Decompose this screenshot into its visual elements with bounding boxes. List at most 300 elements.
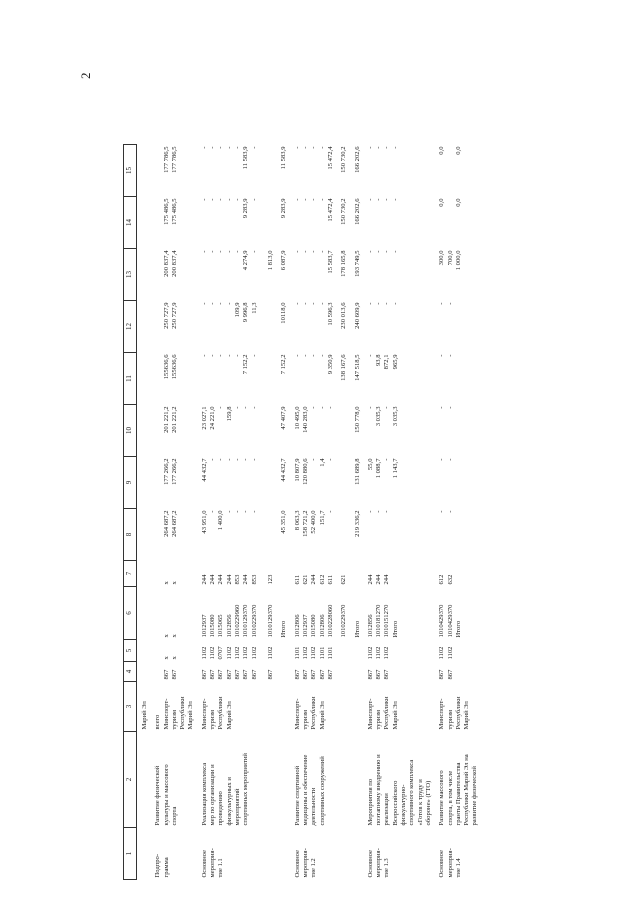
cell-line: [259, 511, 267, 559]
column-header: 15: [124, 145, 137, 197]
column-header: 10: [124, 405, 137, 457]
empty-cell: [350, 828, 363, 880]
cell-line: 1 000,0: [454, 250, 462, 271]
cell-c1: Основное мероприя- тие 1.4: [438, 848, 462, 878]
cell-c8: [150, 509, 196, 561]
cell-line: [154, 303, 162, 351]
cell-c10: 150 778,0: [353, 406, 361, 433]
cell-line: 264 687,2: [162, 510, 170, 537]
cell-line: 853: [250, 574, 258, 585]
cell-c14: [137, 197, 151, 249]
cell-line: -: [383, 406, 391, 409]
cell-line: -: [233, 146, 241, 149]
cell-line: -: [438, 458, 446, 461]
cell-line: [154, 589, 162, 638]
cell-line: -: [233, 354, 241, 357]
cell-line: Республики: [217, 696, 225, 730]
cell-line: -: [217, 354, 225, 357]
cell-c10: [290, 405, 336, 457]
cell-c7: [150, 561, 196, 587]
cell-line: -: [209, 354, 217, 357]
cell-line: -: [310, 198, 318, 201]
cell-line: [154, 563, 162, 585]
cell-line: -: [391, 198, 399, 201]
cell-c2: [137, 732, 151, 828]
cell-line: [154, 199, 162, 247]
cell-line: 867: [162, 669, 170, 680]
cell-line: -: [200, 146, 208, 149]
cell-line: 1010229370: [250, 604, 258, 638]
cell-line: 177 266,2: [170, 458, 178, 485]
cell-line: Минспорт-: [162, 698, 170, 730]
cell-line: 1015080: [209, 614, 217, 638]
cell-line: -: [217, 406, 225, 409]
cell-line: -: [242, 458, 250, 461]
cell-line: 264 687,2: [170, 510, 178, 537]
cell-line: 244: [217, 574, 225, 585]
cell-itogo: Итого: [280, 620, 288, 638]
cell-line: 159,8: [225, 406, 233, 422]
cell-line: 0,0: [438, 146, 446, 155]
table-row: [197, 145, 277, 880]
cell-c1: Основное мероприя- тие 1.1: [200, 848, 225, 878]
cell-c11: 147 518,5: [353, 354, 361, 381]
cell-c15: 166 202,6: [353, 146, 361, 173]
cell-line: 867: [250, 669, 258, 680]
cell-line: 43 951,0: [200, 510, 208, 534]
cell-line: -: [302, 198, 310, 201]
cell-line: 867: [233, 669, 241, 680]
cell-line: -: [326, 510, 334, 513]
cell-c9: [290, 457, 336, 509]
cell-line: -: [318, 146, 326, 149]
cell-line: 109,9: [233, 302, 241, 318]
cell-c4: [434, 662, 480, 682]
cell-line: 867: [170, 669, 178, 680]
cell-c14: 166 202,6: [353, 198, 361, 225]
cell-c14: [150, 197, 196, 249]
cell-c6: 1010229370: [340, 604, 348, 638]
cell-line: -: [383, 510, 391, 513]
cell-line: 867: [200, 669, 208, 680]
cell-line: 867: [225, 669, 233, 680]
cell-line: 867: [326, 669, 334, 680]
cell-line: -: [233, 198, 241, 201]
cell-line: [267, 199, 275, 247]
cell-line: 9 996,8: [242, 302, 250, 323]
cell-c8: [197, 509, 277, 561]
cell-line: 1010129370: [267, 604, 275, 638]
cell-c13: 178 165,8: [340, 250, 348, 277]
cell-line: [259, 251, 267, 299]
cell-line: 1101: [326, 646, 334, 660]
cell-c14: [290, 197, 336, 249]
cell-line: 177 786,5: [170, 146, 178, 173]
cell-line: 244: [225, 574, 233, 585]
cell-line: Республики: [179, 696, 187, 730]
cell-line: 177 266,2: [162, 458, 170, 485]
cell-c8: [137, 509, 151, 561]
cell-c15: [290, 145, 336, 197]
cell-c2: Мероприятия по поэтапному внедрению и реализации Всероссийского физкультурно- спортивного комплекса «Готов к труду и обороне» (ГТО): [366, 754, 432, 826]
cell-line: 3 035,3: [375, 406, 383, 427]
cell-line: x: [170, 656, 178, 660]
table-row: [150, 145, 196, 880]
cell-line: 11,3: [250, 302, 258, 314]
cell-line: 244: [209, 574, 217, 585]
cell-c9: 131 689,8: [353, 458, 361, 485]
cell-c3: [363, 682, 434, 732]
cell-line: 1102: [438, 646, 446, 660]
cell-line: 9 350,9: [326, 354, 334, 375]
empty-cell: [350, 662, 363, 682]
cell-line: -: [250, 354, 258, 357]
cell-line: 244: [242, 574, 250, 585]
cell-line: -: [293, 354, 301, 357]
cell-c4: [150, 662, 196, 682]
cell-line: [154, 642, 162, 660]
cell-line: -: [366, 146, 374, 149]
column-header: 2: [124, 732, 137, 828]
cell-line: 120 880,6: [302, 458, 310, 485]
cell-line: 1010181270: [375, 604, 383, 638]
cell-c5: [290, 640, 336, 662]
cell-c14: [363, 197, 434, 249]
cell-line: туризм: [302, 709, 310, 730]
cell-line: [267, 303, 275, 351]
cell-line: 52 400,0: [310, 510, 318, 534]
cell-line: -: [375, 250, 383, 253]
cell-line: 611: [293, 574, 301, 585]
cell-c10: [150, 405, 196, 457]
cell-c2: Развитие спортивной медицины и обеспечение деятельности спортивных сооружений: [293, 754, 326, 826]
cell-line: -: [375, 198, 383, 201]
cell-line: -: [383, 198, 391, 201]
cell-c11: 7 152,2: [280, 354, 288, 375]
cell-line: 15 583,7: [326, 250, 334, 274]
cell-c11: [197, 353, 277, 405]
cell-line: -: [233, 510, 241, 513]
cell-line: 55,0: [366, 458, 374, 471]
cell-line: -: [233, 458, 241, 461]
cell-line: 44 432,7: [200, 458, 208, 482]
cell-line: [267, 147, 275, 195]
cell-line: 158 721,2: [302, 510, 310, 537]
column-header: 7: [124, 561, 137, 587]
table-row: [290, 145, 336, 880]
cell-line: -: [225, 146, 233, 149]
cell-c14: 150 730,2: [340, 198, 348, 225]
cell-line: 0,0: [438, 198, 446, 207]
cell-line: -: [310, 250, 318, 253]
cell-c4: [137, 662, 151, 682]
cell-line: туризм: [375, 709, 383, 730]
cell-line: 621: [302, 574, 310, 585]
cell-line: 0707: [217, 646, 225, 660]
table-row: [434, 145, 480, 880]
cell-line: [154, 355, 162, 403]
cell-line: -: [217, 198, 225, 201]
empty-cell: [276, 682, 289, 732]
cell-line: -: [391, 146, 399, 149]
cell-line: 1010151270: [383, 604, 391, 638]
cell-line: Марий Эл: [141, 701, 148, 730]
cell-line: Марий Эл: [187, 701, 195, 730]
column-header: 11: [124, 353, 137, 405]
cell-c11: [434, 353, 480, 405]
cell-c9: [363, 457, 434, 509]
cell-line: [267, 459, 275, 507]
cell-line: 700,0: [446, 250, 454, 266]
cell-c1: [137, 828, 151, 880]
cell-c11: [363, 353, 434, 405]
cell-line: -: [302, 354, 310, 357]
column-header: 4: [124, 662, 137, 682]
cell-line: Республики: [310, 696, 318, 730]
empty-cell: [350, 640, 363, 662]
cell-line: 151,7: [318, 510, 326, 526]
cell-c13: 6 087,9: [280, 250, 288, 271]
cell-c3: [150, 682, 196, 732]
cell-c15: [137, 145, 151, 197]
cell-line: -: [225, 458, 233, 461]
cell-line: 155636,6: [170, 354, 178, 380]
cell-line: x: [162, 656, 170, 660]
cell-line: 1102: [366, 646, 374, 660]
table-row: [137, 145, 151, 880]
cell-line: Марий Эл: [225, 701, 233, 730]
cell-c12: [137, 301, 151, 353]
empty-cell: [276, 640, 289, 662]
cell-line: 867: [446, 669, 454, 680]
cell-line: [259, 563, 267, 585]
cell-c6: [434, 587, 480, 640]
cell-c3: [197, 682, 277, 732]
cell-line: Итого: [454, 620, 462, 638]
cell-line: [259, 407, 267, 455]
cell-line: 0,0: [454, 146, 462, 155]
column-header: 5: [124, 640, 137, 662]
cell-line: 9 283,9: [242, 198, 250, 219]
cell-line: -: [446, 406, 454, 409]
cell-line: [447, 199, 455, 247]
cell-c9: [434, 457, 480, 509]
cell-line: -: [383, 250, 391, 253]
cell-c5: [363, 640, 434, 662]
cell-line: 612: [438, 574, 446, 585]
cell-line: -: [217, 250, 225, 253]
cell-line: Марий Эл: [318, 701, 326, 730]
cell-line: x: [170, 634, 178, 638]
cell-line: 872,1: [383, 354, 391, 370]
cell-line: -: [438, 354, 446, 357]
cell-c7: [197, 561, 277, 587]
cell-c13: [137, 249, 151, 301]
cell-line: -: [242, 406, 250, 409]
cell-line: 612: [318, 574, 326, 585]
cell-line: -: [225, 354, 233, 357]
cell-c12: [150, 301, 196, 353]
page-number: 2: [78, 72, 93, 79]
cell-line: 1012856: [225, 614, 233, 638]
cell-line: Республики: [454, 696, 462, 730]
cell-c4: [363, 662, 434, 682]
cell-c3: [290, 682, 336, 732]
cell-line: -: [225, 250, 233, 253]
cell-line: 1 143,7: [391, 458, 399, 479]
cell-c12: [197, 301, 277, 353]
cell-c10: [197, 405, 277, 457]
cell-line: 1012937: [200, 614, 208, 638]
cell-line: [154, 511, 162, 559]
cell-line: 867: [242, 669, 250, 680]
cell-line: [259, 303, 267, 351]
cell-c13: 193 749,5: [353, 250, 361, 277]
cell-line: 244: [366, 574, 374, 585]
cell-line: -: [209, 510, 217, 513]
cell-c15: [363, 145, 434, 197]
cell-line: 1102: [242, 646, 250, 660]
cell-c6: [137, 587, 151, 640]
cell-line: 1102: [200, 646, 208, 660]
cell-line: 0,0: [454, 198, 462, 207]
cell-line: -: [446, 354, 454, 357]
cell-c13: [363, 249, 434, 301]
cell-line: -: [438, 406, 446, 409]
cell-c6: [197, 587, 277, 640]
cell-c7: [137, 561, 151, 587]
cell-c10: [363, 405, 434, 457]
cell-line: -: [318, 302, 326, 305]
cell-c1: Основное мероприя- тие 1.2: [293, 848, 318, 878]
cell-line: 1102: [250, 646, 258, 660]
cell-line: -: [250, 250, 258, 253]
cell-line: [447, 147, 455, 195]
cell-line: 8 063,3: [293, 510, 301, 531]
cell-line: -: [209, 458, 217, 461]
cell-line: 200 837,4: [162, 250, 170, 277]
cell-c14: [197, 197, 277, 249]
cell-line: [259, 589, 267, 638]
cell-line: 867: [366, 669, 374, 680]
cell-c11: [290, 353, 336, 405]
cell-c9: [336, 457, 349, 509]
empty-cell: [350, 682, 363, 732]
cell-line: 244: [383, 574, 391, 585]
cell-c15: 150 730,2: [340, 146, 348, 173]
cell-line: 867: [310, 669, 318, 680]
cell-c2: [336, 732, 349, 828]
cell-line: 250 727,9: [162, 302, 170, 329]
cell-line: [259, 664, 267, 680]
cell-line: -: [209, 302, 217, 305]
cell-line: -: [318, 406, 326, 409]
cell-line: 1012937: [302, 614, 310, 638]
cell-line: 123: [267, 574, 275, 585]
cell-line: 1010129370: [242, 604, 250, 638]
cell-line: 867: [209, 669, 217, 680]
cell-c9: 44 432,7: [280, 458, 288, 482]
cell-line: 965,9: [391, 354, 399, 370]
cell-c4: [336, 662, 349, 682]
cell-line: 1102: [375, 646, 383, 660]
cell-line: -: [446, 302, 454, 305]
cell-line: 1010228060: [326, 604, 334, 638]
cell-c12: [290, 301, 336, 353]
column-header: 1: [124, 828, 137, 880]
cell-line: x: [162, 581, 170, 585]
cell-line: -: [391, 250, 399, 253]
cell-c12: 230 013,6: [340, 302, 348, 329]
cell-line: 201 221,2: [162, 406, 170, 433]
cell-c6: [290, 587, 336, 640]
cell-line: -: [375, 510, 383, 513]
cell-line: 867: [383, 669, 391, 680]
cell-line: 1012806: [293, 614, 301, 638]
cell-line: 244: [200, 574, 208, 585]
cell-line: 24 221,0: [209, 406, 217, 430]
cell-line: -: [293, 250, 301, 253]
cell-line: 175 486,5: [162, 198, 170, 225]
cell-line: -: [225, 302, 233, 305]
column-header: 3: [124, 682, 137, 732]
cell-line: 140 283,0: [302, 406, 310, 433]
empty-cell: [350, 561, 363, 587]
cell-line: -: [326, 458, 334, 461]
cell-line: -: [366, 250, 374, 253]
cell-line: -: [318, 198, 326, 201]
cell-line: 1102: [209, 646, 217, 660]
cell-line: 10 596,3: [326, 302, 334, 326]
cell-line: [259, 199, 267, 247]
cell-line: 175 486,5: [170, 198, 178, 225]
cell-c11: [137, 353, 151, 405]
cell-line: -: [366, 354, 374, 357]
cell-c8: [363, 509, 434, 561]
cell-line: 1010429370: [438, 604, 446, 638]
cell-c4: [290, 662, 336, 682]
empty-cell: [276, 828, 289, 880]
cell-line: [154, 664, 162, 680]
cell-line: 201 221,2: [170, 406, 178, 433]
cell-c11: 138 167,6: [340, 354, 348, 381]
cell-c5: [197, 640, 277, 662]
cell-line: -: [200, 198, 208, 201]
cell-c9: [150, 457, 196, 509]
cell-line: [154, 147, 162, 195]
cell-c5: [137, 640, 151, 662]
cell-line: Минспорт-: [200, 698, 208, 730]
cell-c5: [336, 640, 349, 662]
cell-line: 10 495,0: [293, 406, 301, 430]
cell-c13: [197, 249, 277, 301]
cell-line: -: [383, 146, 391, 149]
cell-c1: Подпро- грамма: [154, 853, 170, 878]
cell-line: -: [233, 250, 241, 253]
cell-c14: [434, 197, 480, 249]
cell-line: 867: [375, 669, 383, 680]
cell-line: -: [250, 406, 258, 409]
cell-line: 11 583,9: [242, 146, 250, 170]
table-row: [336, 145, 349, 880]
cell-line: 611: [326, 574, 334, 585]
cell-line: 1102: [233, 646, 241, 660]
cell-c12: 10118,0: [280, 302, 288, 324]
table-row: [276, 145, 289, 880]
cell-line: 1015080: [310, 614, 318, 638]
cell-line: -: [326, 406, 334, 409]
cell-c9: [197, 457, 277, 509]
